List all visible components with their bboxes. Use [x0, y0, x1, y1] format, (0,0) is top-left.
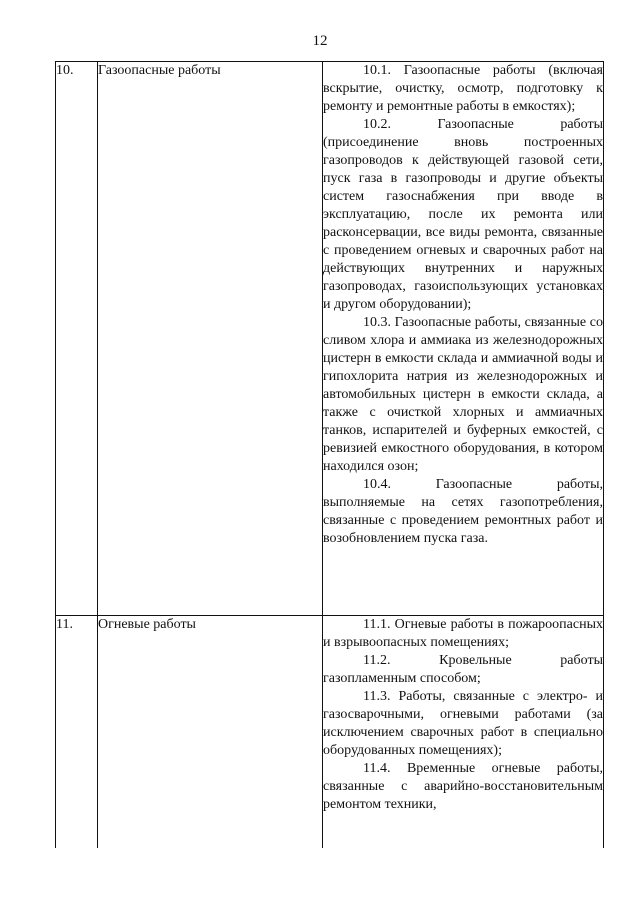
description-paragraph: 11.3. Работы, связанные с электро- и газосварочными, огневыми работами (за исключением сварочных работ в специально оборудованных помещениях);: [323, 689, 603, 758]
description-paragraph: 10.2. Газоопасные работы (присоединение вновь построенных газопроводов к действующей газовой сети, пуск газа в газопроводы и другие объекты систем газоснабжения при вводе в эксплуатацию, после их ремонта или расконсервации, все виды ремонта, связанные с проведением огневых и сварочных работ на действующих внутренних и наружных газопроводах, газоиспользующих установках и другом оборудовании);: [323, 117, 603, 312]
work-description: [323, 616, 604, 848]
table-row: [56, 616, 604, 848]
work-types-table: [55, 61, 604, 848]
page-number: 12: [312, 33, 328, 49]
work-type-name: Газоопасные работы: [98, 62, 323, 616]
description-paragraph: 10.4. Газоопасные работы, выполняемые на сетях газопотребления, связанные с проведением ремонтных работ и возобновлением пуска газа.: [323, 477, 603, 546]
description-paragraph: 10.3. Газоопасные работы, связанные со сливом хлора и аммиака из железнодорожных цистерн в емкости склада и аммиачной воды и гипохлорита натрия из железнодорожных и автомобильных цистерн в емкости склада, а также с очисткой хлорных и аммиачных танков, испарителей и буферных емкостей, с ревизией емкостного оборудования, в котором находился озон;: [323, 315, 603, 474]
work-type-name: Огневые работы: [98, 616, 323, 848]
description-paragraph: 11.1. Огневые работы в пожароопасных и взрывоопасных помещениях;: [323, 617, 603, 650]
description-paragraph: 11.2. Кровельные работы газопламенным способом;: [323, 653, 603, 686]
row-number: 10.: [56, 62, 98, 616]
description-paragraph: 10.1. Газоопасные работы (включая вскрытие, очистку, осмотр, подготовку к ремонту и ремонтные работы в емкостях);: [323, 63, 603, 114]
row-number: 11.: [56, 616, 98, 848]
work-description: [323, 62, 604, 616]
description-paragraph: 11.4. Временные огневые работы, связанные с аварийно-восстановительным ремонтом техники,: [323, 761, 603, 812]
table-row: [56, 62, 604, 616]
